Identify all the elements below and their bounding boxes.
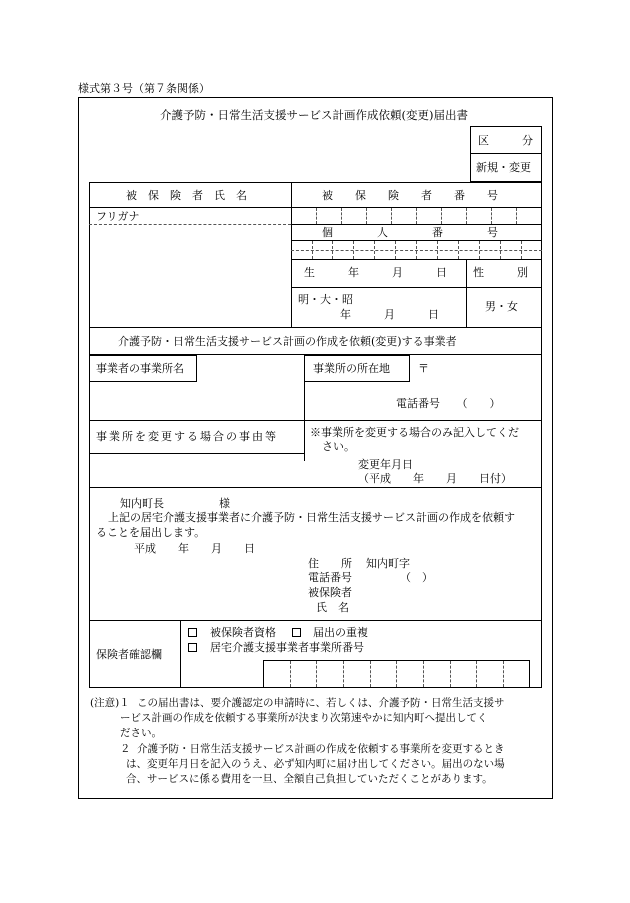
birth-header: 生 年 月 日	[304, 266, 447, 279]
decl-phone-value: （ ）	[400, 571, 433, 584]
sex-header: 性 別	[473, 266, 528, 279]
insurer-item2: 届出の重複	[313, 626, 368, 639]
address-value: 知内町字	[366, 557, 410, 570]
decl-phone-label: 電話番号	[308, 571, 352, 584]
declaration-addressee: 知内町長 様	[120, 497, 230, 510]
change-date-label: 変更年月日	[358, 458, 413, 471]
change-reason-label: 事業所を変更する場合の事由等	[96, 430, 278, 443]
insurer-check-label: 保険者確認欄	[96, 648, 162, 661]
change-note-line2: さい。	[322, 440, 355, 453]
office-address-label: 事業所の所在地	[313, 362, 390, 375]
decl-insured-label: 被保険者	[308, 586, 352, 599]
insurer-item3: 居宅介護支援事業者事業所番号	[210, 641, 364, 654]
note1-line2: ービス計画の作成を依頼する事業所が決まり次第速やかに知内町へ提出してく	[120, 712, 488, 724]
personal-number-header: 個 人 番 号	[322, 226, 498, 239]
declaration-line1: 上記の居宅介護支援事業者に介護予防・日常生活支援サービス計画の作成を依頼す	[108, 511, 515, 524]
era-options[interactable]: 明・大・昭	[298, 293, 353, 306]
note1-line1: この届出書は、要介護認定の申請時に、若しくは、介護予防・日常生活支援サ	[137, 697, 505, 709]
category-header: 区 分	[478, 134, 533, 147]
decl-name-label: 氏 名	[316, 601, 349, 614]
note2-line2: は、変更年月日を記入のうえ、必ず知内町に届け出してください。届出のない場	[126, 758, 505, 770]
birth-ymd: 年 月 日	[340, 308, 439, 321]
insured-name-header: 被 保 険 者 氏 名	[126, 189, 247, 202]
declaration-date: 平成 年 月 日	[134, 542, 255, 555]
sex-options[interactable]: 男・女	[485, 300, 518, 313]
insurer-item1: 被保険者資格	[210, 626, 276, 639]
postal-mark: 〒	[418, 362, 429, 375]
note1-line3: ださい。	[120, 727, 162, 739]
insured-number-header: 被 保 険 者 番 号	[322, 189, 498, 202]
checkbox-office-number[interactable]	[188, 643, 197, 652]
note-prefix: (注意)１	[90, 697, 130, 709]
note2-number: ２	[120, 743, 131, 755]
declaration-line2: ることを届出します。	[96, 526, 206, 539]
phone-label: 電話番号 （ ）	[396, 397, 501, 410]
note2-line3: 合、サービスに係る費用を一旦、全額自己負担していただくことがあります。	[126, 773, 493, 785]
form-title: 介護予防・日常生活支援サービス計画作成依頼(変更)届出書	[160, 108, 468, 122]
change-date-value: （平成 年 月 日付）	[358, 472, 512, 485]
form-number: 様式第３号（第７条関係）	[78, 82, 210, 95]
address-label: 住 所	[308, 557, 352, 570]
checkbox-duplicate[interactable]	[292, 628, 301, 637]
category-value[interactable]: 新規・変更	[476, 161, 531, 174]
change-note-line1: ※事業所を変更する場合のみ記入してくだ	[310, 426, 519, 439]
checkbox-qualification[interactable]	[188, 628, 197, 637]
note2-line1: 介護予防・日常生活支援サービス計画の作成を依頼する事業所を変更するとき	[137, 743, 505, 755]
provider-section-title: 介護予防・日常生活支援サービス計画の作成を依頼(変更)する事業者	[118, 335, 457, 348]
office-name-label: 事業者の事業所名	[96, 362, 184, 375]
furigana-label: フリガナ	[96, 210, 140, 223]
